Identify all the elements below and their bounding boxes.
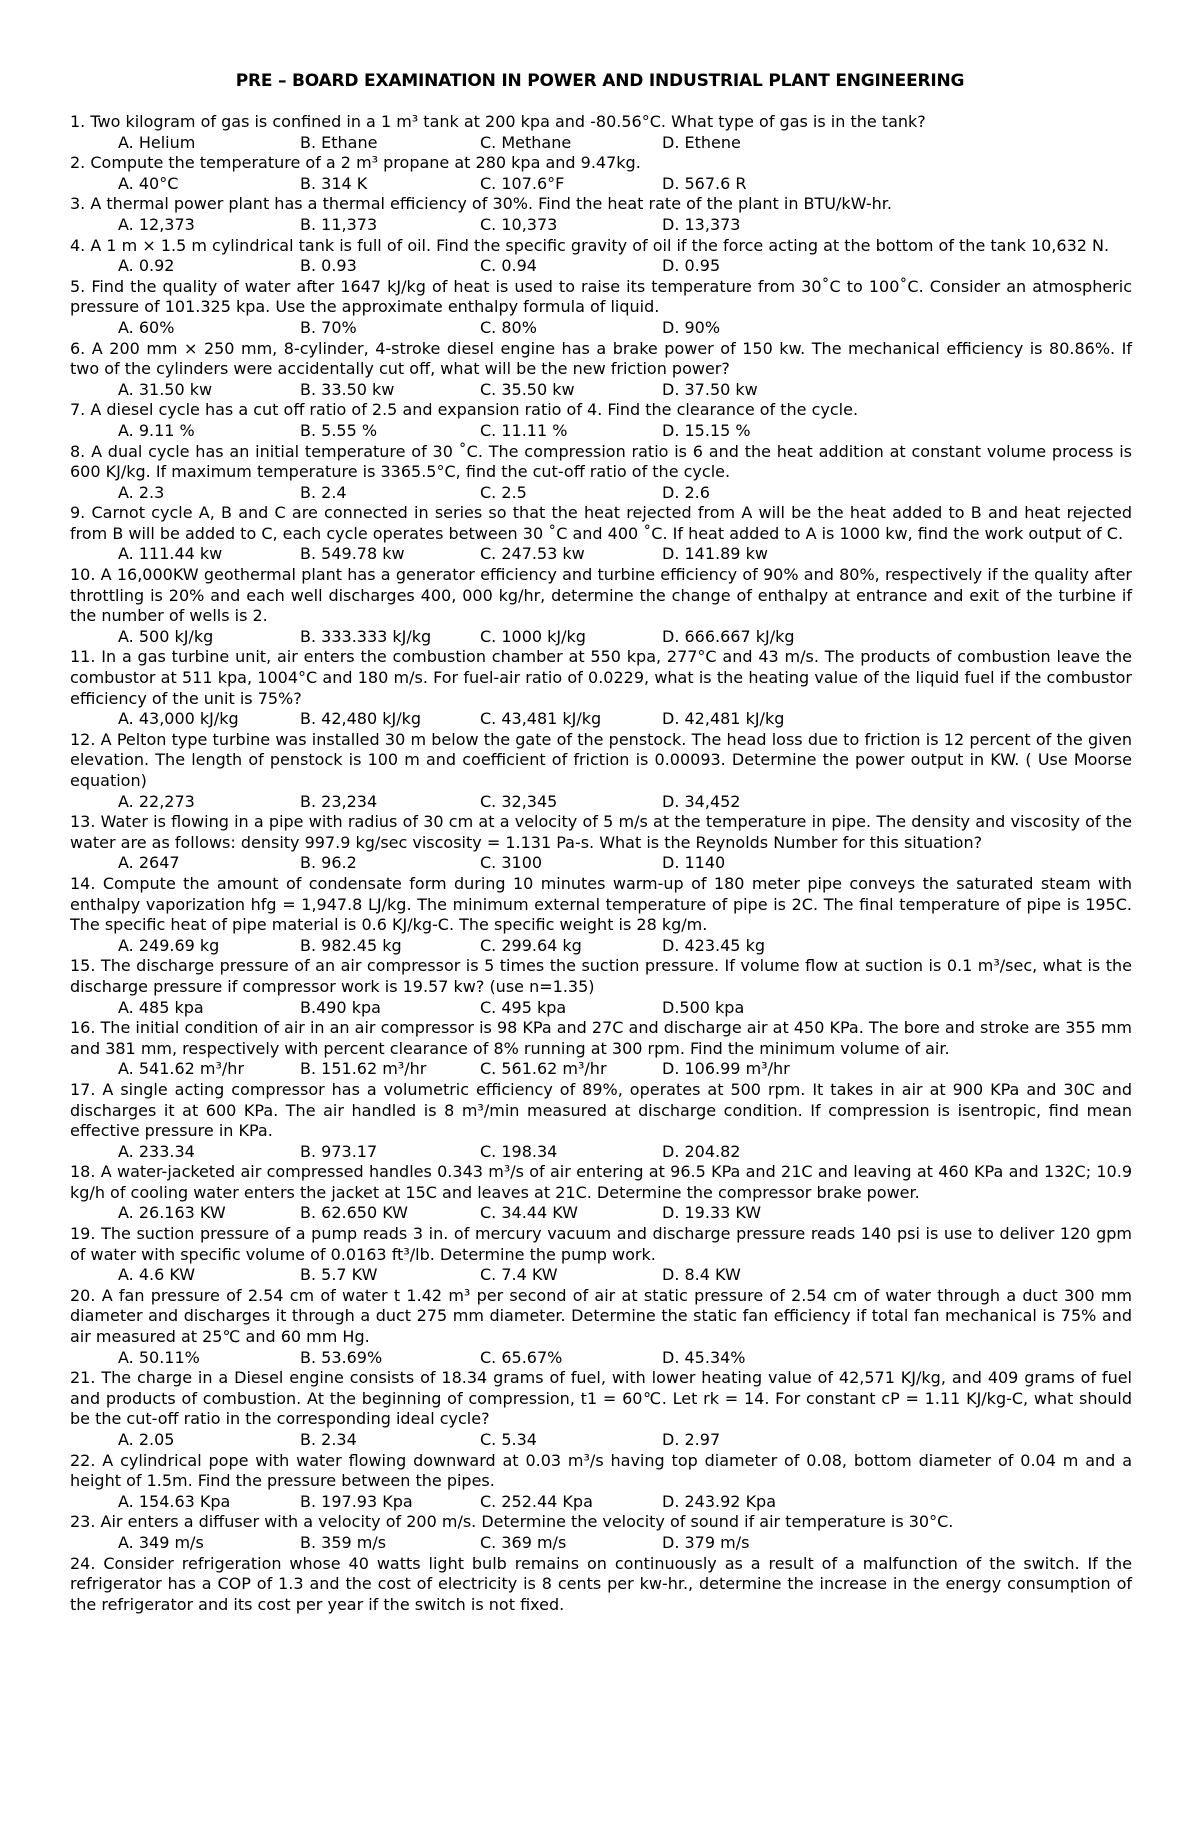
question-item <box>70 812 1132 874</box>
answer-choice: D.500 kpa <box>662 997 745 1017</box>
question-item <box>70 194 1132 235</box>
question-item <box>70 1080 1132 1162</box>
answer-choice: A. 154.63 Kpa <box>118 1491 231 1511</box>
answer-choice: A. 2.05 <box>118 1430 175 1449</box>
choices-row <box>70 483 1132 504</box>
answer-choice: B. 333.333 kJ/kg <box>300 626 432 646</box>
answer-choice: D. 141.89 kw <box>662 544 768 564</box>
question-item <box>70 647 1132 729</box>
question-item <box>70 339 1132 401</box>
answer-choice: B. 70% <box>300 317 357 337</box>
question-item <box>70 1451 1132 1513</box>
answer-choice: C. 495 kpa <box>480 997 567 1017</box>
choices-row <box>70 792 1132 813</box>
answer-choice: B. 11,373 <box>300 214 378 234</box>
question-text: 10. A 16,000KW geothermal plant has a generator efficiency and turbine efficiency of 90% and 80%, respectively if the quality after throttling is 20% and each well discharges 400, 000 kg/hr, determine the change of enthalpy at entrance and exit of the turbine if the number of wells is 2. <box>70 565 1132 626</box>
answer-choice: D. 666.667 kJ/kg <box>662 626 795 646</box>
answer-choice: B. 23,234 <box>300 791 378 811</box>
answer-choice: A. 349 m/s <box>118 1532 204 1552</box>
answer-choice: A. 233.34 <box>118 1141 195 1161</box>
answer-choice: A. 111.44 kw <box>118 544 223 564</box>
answer-choice: D. 1140 <box>662 853 726 873</box>
answer-choice: D. 379 m/s <box>662 1532 750 1552</box>
answer-choice: D. 15.15 % <box>662 420 751 440</box>
answer-choice: D. 19.33 KW <box>662 1203 762 1223</box>
answer-choice: A. 249.69 kg <box>118 935 220 955</box>
choices-row <box>70 1059 1132 1080</box>
choices-row <box>70 544 1132 565</box>
answer-choice: B. 42,480 kJ/kg <box>300 709 422 729</box>
answer-choice: A. 485 kpa <box>118 997 204 1017</box>
question-item <box>70 400 1132 441</box>
answer-choice: C. 299.64 kg <box>480 935 582 955</box>
answer-choice: B. 5.7 KW <box>300 1265 378 1285</box>
answer-choice: C. 1000 kJ/kg <box>480 626 586 646</box>
choices-row <box>70 998 1132 1019</box>
question-item <box>70 1368 1132 1450</box>
answer-choice: D. 13,373 <box>662 214 741 234</box>
answer-choice: C. 80% <box>480 317 537 337</box>
question-item <box>70 153 1132 194</box>
question-item <box>70 442 1132 504</box>
question-text: 7. A diesel cycle has a cut off ratio of 2.5 and expansion ratio of 4. Find the clearance of the cycle. <box>70 400 859 420</box>
answer-choice: A. Helium <box>118 132 196 152</box>
answer-choice: A. 50.11% <box>118 1347 200 1367</box>
choices-row <box>70 215 1132 236</box>
choices-row <box>70 256 1132 277</box>
question-text: 19. The suction pressure of a pump reads 3 in. of mercury vacuum and discharge pressure reads 140 psi is use to deliver 120 gpm of water with specific volume of 0.0163 ft³/lb. Determine the pump work. <box>70 1224 1132 1264</box>
question-text: 4. A 1 m × 1.5 m cylindrical tank is full of oil. Find the specific gravity of oil if the force acting at the bottom of the tank 10,632 N. <box>70 235 1110 255</box>
question-text: 14. Compute the amount of condensate form during 10 minutes warm-up of 180 meter pipe conveys the saturated steam with enthalpy vaporization hfg = 1,947.8 LJ/kg. The minimum external temperature of pipe is 2C. The final temperature of pipe is 195C. The specific heat of pipe material is 0.6 KJ/kg-C. The specific weight is 28 kg/m. <box>70 873 1132 935</box>
answer-choice: B. 982.45 kg <box>300 935 402 955</box>
answer-choice: C. 247.53 kw <box>480 544 585 564</box>
question-item <box>70 1286 1132 1368</box>
question-item <box>70 277 1132 339</box>
answer-choice: C. 34.44 KW <box>480 1203 578 1223</box>
answer-choice: D. 106.99 m³/hr <box>662 1059 790 1079</box>
answer-choice: A. 40°C <box>118 173 179 193</box>
question-item <box>70 1512 1132 1553</box>
answer-choice: B. 33.50 kw <box>300 379 395 399</box>
answer-choice: C. 7.4 KW <box>480 1265 558 1285</box>
answer-choice: A. 2647 <box>118 853 180 873</box>
answer-choice: C. 35.50 kw <box>480 379 575 399</box>
answer-choice: D. 90% <box>662 317 721 337</box>
choices-row <box>70 1203 1132 1224</box>
answer-choice: D. 37.50 kw <box>662 379 758 399</box>
answer-choice: D. 204.82 <box>662 1141 741 1161</box>
answer-choice: D. 42,481 kJ/kg <box>662 709 785 729</box>
answer-choice: C. 5.34 <box>480 1430 537 1449</box>
answer-choice: B. 62.650 KW <box>300 1203 408 1223</box>
answer-choice: C. 0.94 <box>480 256 537 276</box>
answer-choice: A. 0.92 <box>118 256 175 276</box>
answer-choice: D. 567.6 R <box>662 173 747 193</box>
choices-row <box>70 174 1132 195</box>
answer-choice: B.490 kpa <box>300 997 381 1017</box>
answer-choice: A. 12,373 <box>118 214 195 234</box>
answer-choice: D. 8.4 KW <box>662 1265 741 1285</box>
question-text: 23. Air enters a diffuser with a velocity of 200 m/s. Determine the velocity of sound if air temperature is 30°C. <box>70 1512 954 1532</box>
question-item <box>70 956 1132 1018</box>
answer-choice: B. 549.78 kw <box>300 544 405 564</box>
answer-choice: B. Ethane <box>300 132 378 152</box>
question-text: 6. A 200 mm × 250 mm, 8-cylinder, 4-stroke diesel engine has a brake power of 150 kw. The mechanical efficiency is 80.86%. If two of the cylinders were accidentally cut off, what will be the new friction power? <box>70 338 1132 379</box>
answer-choice: B. 314 K <box>300 173 368 193</box>
choices-row <box>70 853 1132 874</box>
question-item <box>70 1224 1132 1286</box>
choices-row <box>70 936 1132 957</box>
answer-choice: C. 3100 <box>480 853 543 873</box>
answer-choice: B. 2.34 <box>300 1430 357 1449</box>
answer-choice: D. 423.45 kg <box>662 935 765 955</box>
answer-choice: C. 10,373 <box>480 214 558 234</box>
answer-choice: A. 31.50 kw <box>118 379 213 399</box>
question-text: 18. A water-jacketed air compressed handles 0.343 m³/s of air entering at 96.5 KPa and 21C and leaving at 460 KPa and 132C; 10.9 kg/h of cooling water enters the jacket at 15C and leaves at 21C. Determine the compressor brake power. <box>70 1162 1132 1202</box>
question-text: 24. Consider refrigeration whose 40 watts light bulb remains on continuously as a result of a malfunction of the switch. If the refrigerator has a COP of 1.3 and the cost of electricity is 8 cents per kw-hr., determine the increase in the energy consumption of the refrigerator and its cost per year if the switch is not fixed. <box>70 1553 1132 1614</box>
answer-choice: B. 151.62 m³/hr <box>300 1059 427 1079</box>
answer-choice: B. 2.4 <box>300 482 347 502</box>
answer-choice: A. 541.62 m³/hr <box>118 1059 245 1079</box>
answer-choice: D. 243.92 Kpa <box>662 1491 777 1511</box>
answer-choice: C. 561.62 m³/hr <box>480 1059 607 1079</box>
answer-choice: B. 359 m/s <box>300 1532 387 1552</box>
answer-choice: C. 369 m/s <box>480 1532 567 1552</box>
choices-row <box>70 1492 1132 1513</box>
choices-row <box>70 709 1132 730</box>
question-text: 13. Water is flowing in a pipe with radius of 30 cm at a velocity of 5 m/s at the temperature in pipe. The density and viscosity of the water are as follows: density 997.9 kg/sec viscosity = 1.131 Pa-s. What is the Reynolds Number for this situation? <box>70 812 1132 852</box>
question-item <box>70 874 1132 956</box>
choices-row <box>70 133 1132 154</box>
answer-choice: D. 2.97 <box>662 1430 721 1449</box>
question-text: 20. A fan pressure of 2.54 cm of water t 1.42 m³ per second of air at static pressure of 2.54 cm of water through a duct 300 mm diameter and discharges it through a duct 275 mm diameter. Determine the static fan efficiency if total fan mechanical is 75% and air measured at 25℃ and 60 mm Hg. <box>70 1285 1132 1347</box>
question-text: 3. A thermal power plant has a thermal efficiency of 30%. Find the heat rate of the plant in BTU/kW-hr. <box>70 194 892 214</box>
answer-choice: B. 53.69% <box>300 1347 383 1367</box>
choices-row <box>70 1142 1132 1163</box>
answer-choice: D. 45.34% <box>662 1347 746 1367</box>
question-text: 15. The discharge pressure of an air compressor is 5 times the suction pressure. If volume flow at suction is 0.1 m³/sec, what is the discharge pressure if compressor work is 19.57 kw? (use n=1.35) <box>70 956 1132 996</box>
question-text: 1. Two kilogram of gas is confined in a 1 m³ tank at 200 kpa and -80.56°C. What type of gas is in the tank? <box>70 112 926 131</box>
answer-choice: C. 32,345 <box>480 791 558 811</box>
answer-choice: D. Ethene <box>662 132 741 152</box>
answer-choice: D. 34,452 <box>662 791 741 811</box>
question-text: 21. The charge in a Diesel engine consists of 18.34 grams of fuel, with lower heating value of 42,571 KJ/kg, and 409 grams of fuel and products of combustion. At the beginning of compression, t1 = 60℃. Let rk = 14. For constant cP = 1.11 KJ/kg-C, what should be the cut-off ratio in the corresponding ideal cycle? <box>70 1368 1132 1429</box>
answer-choice: C. 252.44 Kpa <box>480 1491 593 1511</box>
answer-choice: B. 5.55 % <box>300 420 378 440</box>
answer-choice: D. 0.95 <box>662 256 721 276</box>
answer-choice: C. 198.34 <box>480 1141 558 1161</box>
answer-choice: B. 96.2 <box>300 853 357 873</box>
question-item <box>70 1554 1132 1616</box>
question-list <box>70 112 1132 1615</box>
question-text: 5. Find the quality of water after 1647 kJ/kg of heat is used to raise its temperature from 30˚C to 100˚C. Consider an atmospheric pressure of 101.325 kpa. Use the approximate enthalpy formula of liquid. <box>70 276 1132 317</box>
answer-choice: A. 500 kJ/kg <box>118 626 214 646</box>
choices-row <box>70 1430 1132 1451</box>
question-item <box>70 503 1132 565</box>
answer-choice: C. 107.6°F <box>480 173 565 193</box>
question-item <box>70 565 1132 647</box>
answer-choice: C. 65.67% <box>480 1347 563 1367</box>
choices-row <box>70 421 1132 442</box>
question-text: 9. Carnot cycle A, B and C are connected in series so that the heat rejected from A will be the heat added to B and heat rejected from B will be added to C, each cycle operates between 30 ˚C and 400 ˚C. If heat added to A is 1000 kw, find the work output of C. <box>70 503 1132 543</box>
question-text: 2. Compute the temperature of a 2 m³ propane at 280 kpa and 9.47kg. <box>70 153 641 173</box>
answer-choice: C. 2.5 <box>480 482 527 502</box>
answer-choice: B. 973.17 <box>300 1141 378 1161</box>
answer-choice: A. 2.3 <box>118 482 165 502</box>
answer-choice: A. 60% <box>118 317 175 337</box>
choices-row <box>70 380 1132 401</box>
question-text: 12. A Pelton type turbine was installed 30 m below the gate of the penstock. The head loss due to friction is 12 percent of the given elevation. The length of penstock is 100 m and coefficient of friction is 0.00093. Determine the power output in KW. ( Use Moorse equation) <box>70 729 1132 790</box>
answer-choice: C. 11.11 % <box>480 420 568 440</box>
question-text: 11. In a gas turbine unit, air enters the combustion chamber at 550 kpa, 277°C and 43 m/s. The products of combustion leave the combustor at 511 kpa, 1004°C and 180 m/s. For fuel-air ratio of 0.0229, what is the heating value of the liquid fuel if the combustor efficiency of the unit is 75%? <box>70 647 1132 708</box>
answer-choice: A. 9.11 % <box>118 420 195 440</box>
choices-row <box>70 1265 1132 1286</box>
question-text: 22. A cylindrical pope with water flowing downward at 0.03 m³/s having top diameter of 0.08, bottom diameter of 0.04 m and a height of 1.5m. Find the pressure between the pipes. <box>70 1450 1132 1491</box>
answer-choice: D. 2.6 <box>662 482 710 502</box>
answer-choice: C. Methane <box>480 132 572 152</box>
question-item <box>70 1162 1132 1224</box>
answer-choice: B. 0.93 <box>300 256 357 276</box>
answer-choice: A. 26.163 KW <box>118 1203 226 1223</box>
question-text: 16. The initial condition of air in an air compressor is 98 KPa and 27C and discharge air at 450 KPa. The bore and stroke are 355 mm and 381 mm, respectively with percent clearance of 8% running at 300 rpm. Find the minimum volume of air. <box>70 1018 1133 1058</box>
answer-choice: A. 4.6 KW <box>118 1265 196 1285</box>
question-item <box>70 730 1132 812</box>
answer-choice: C. 43,481 kJ/kg <box>480 709 602 729</box>
question-text: 8. A dual cycle has an initial temperature of 30 ˚C. The compression ratio is 6 and the heat addition at constant volume process is 600 KJ/kg. If maximum temperature is 3365.5°C, find the cut-off ratio of the cycle. <box>70 441 1132 482</box>
page-title: PRE – BOARD EXAMINATION IN POWER AND INDUSTRIAL PLANT ENGINEERING <box>235 71 965 91</box>
question-item <box>70 112 1132 153</box>
question-text: 17. A single acting compressor has a volumetric efficiency of 89%, operates at 500 rpm. It takes in air at 900 KPa and 30C and discharges it at 600 KPa. The air handled is 8 m³/min measured at discharge condition. If compression is isentropic, find mean effective pressure in KPa. <box>70 1079 1132 1141</box>
answer-choice: A. 22,273 <box>118 791 195 811</box>
choices-row <box>70 627 1132 648</box>
choices-row <box>70 1533 1132 1554</box>
question-item <box>70 1018 1132 1080</box>
answer-choice: A. 43,000 kJ/kg <box>118 709 239 729</box>
choices-row <box>70 1348 1132 1369</box>
choices-row <box>70 318 1132 339</box>
answer-choice: B. 197.93 Kpa <box>300 1491 413 1511</box>
question-item <box>70 236 1132 277</box>
